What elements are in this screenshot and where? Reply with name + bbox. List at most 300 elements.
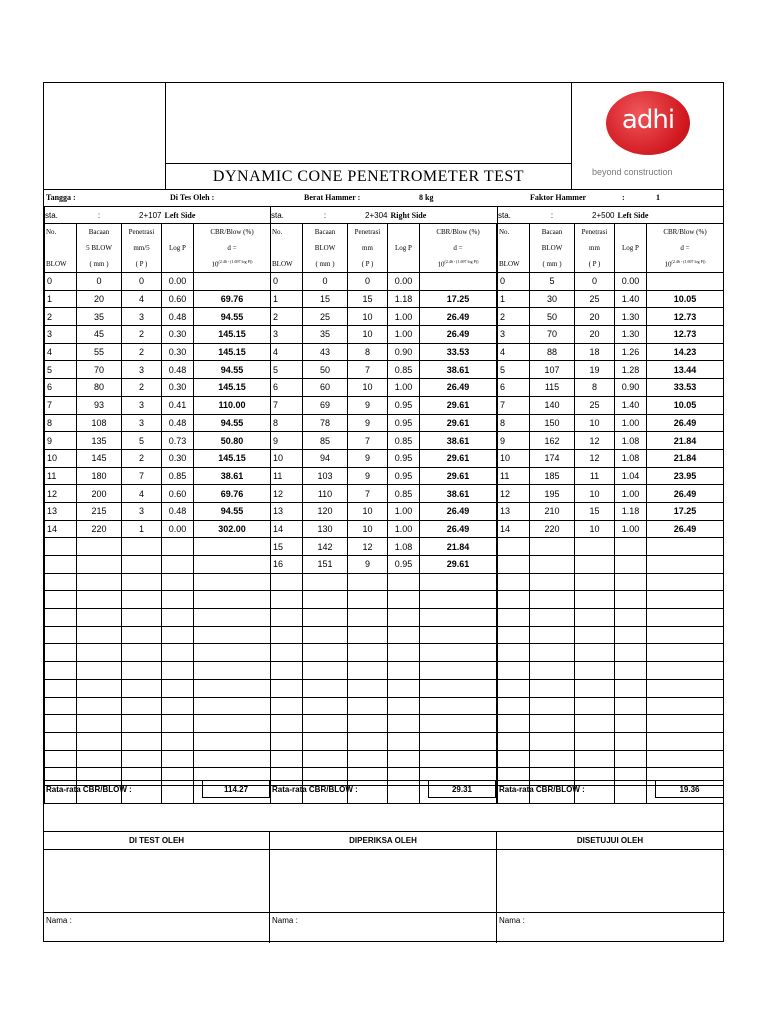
table-row xyxy=(498,343,724,361)
table-row xyxy=(498,715,724,733)
cbr-value: 94.55 xyxy=(194,502,271,520)
penetration: 8 xyxy=(575,379,615,397)
penetration xyxy=(348,573,388,591)
table-row xyxy=(271,432,497,450)
reading: 0 xyxy=(303,273,348,291)
blow-no: 7 xyxy=(45,396,77,414)
cbr-value: 26.49 xyxy=(420,326,497,344)
header-penetrasi: Penetrasi xyxy=(575,224,615,241)
station-label xyxy=(271,207,303,224)
log-p: 0.95 xyxy=(388,414,420,432)
cbr-value: 29.61 xyxy=(420,396,497,414)
penetration: 3 xyxy=(122,361,162,379)
blow-no xyxy=(45,715,77,733)
reading xyxy=(303,662,348,680)
cbr-value xyxy=(194,609,271,627)
log-p: 1.08 xyxy=(615,449,647,467)
cbr-value: 38.61 xyxy=(420,361,497,379)
cbr-value xyxy=(194,750,271,768)
table-row xyxy=(271,361,497,379)
cbr-value xyxy=(420,644,497,662)
reading xyxy=(530,573,575,591)
table-row xyxy=(498,697,724,715)
reading xyxy=(530,750,575,768)
penetration: 0 xyxy=(575,273,615,291)
table-row xyxy=(498,432,724,450)
blow-no: 12 xyxy=(45,485,77,503)
table-row xyxy=(498,379,724,397)
reading xyxy=(77,644,122,662)
reading: 135 xyxy=(77,432,122,450)
cbr-value: 26.49 xyxy=(420,308,497,326)
header-mm: mm xyxy=(575,240,615,256)
penetration: 2 xyxy=(122,379,162,397)
signature-approved-name: Nama : xyxy=(497,912,725,925)
penetration xyxy=(348,679,388,697)
log-p xyxy=(615,697,647,715)
blow-no xyxy=(45,591,77,609)
blow-no xyxy=(271,662,303,680)
table-row xyxy=(271,396,497,414)
header-logp: Log P xyxy=(388,224,420,273)
blow-no xyxy=(45,662,77,680)
penetration xyxy=(122,538,162,556)
header-block xyxy=(44,83,723,189)
blow-no: 0 xyxy=(271,273,303,291)
dcp-table-2 xyxy=(270,206,497,804)
blow-no xyxy=(45,538,77,556)
header-p: ( P ) xyxy=(575,256,615,273)
signature-block xyxy=(44,831,723,943)
table-row xyxy=(498,290,724,308)
log-p: 0.48 xyxy=(162,502,194,520)
cbr-value: 29.61 xyxy=(420,467,497,485)
cbr-value: 69.76 xyxy=(194,485,271,503)
penetration xyxy=(122,679,162,697)
table-row xyxy=(45,485,271,503)
cbr-value xyxy=(647,626,724,644)
blow-no: 9 xyxy=(498,432,530,450)
penetration xyxy=(575,679,615,697)
table-row xyxy=(45,679,271,697)
table-row xyxy=(271,538,497,556)
table-row xyxy=(498,679,724,697)
penetration: 7 xyxy=(348,361,388,379)
penetration xyxy=(122,715,162,733)
reading xyxy=(77,538,122,556)
cbr-value: 26.49 xyxy=(647,520,724,538)
table-row xyxy=(271,591,497,609)
reading xyxy=(77,609,122,627)
table-row xyxy=(45,662,271,680)
blow-no: 12 xyxy=(498,485,530,503)
logo-text: adhi xyxy=(621,105,675,135)
formula-exponent: (2.46 - (1.697 log P)) xyxy=(218,259,253,265)
blow-no xyxy=(498,609,530,627)
reading: 120 xyxy=(303,502,348,520)
blow-no: 9 xyxy=(271,432,303,450)
penetration: 20 xyxy=(575,326,615,344)
station-value: 2+107 xyxy=(122,207,162,224)
table-row xyxy=(271,449,497,467)
header-no: No. xyxy=(271,224,303,241)
blow-no xyxy=(498,626,530,644)
reading: 215 xyxy=(77,502,122,520)
signature-checked xyxy=(270,832,497,943)
cbr-value xyxy=(194,273,271,291)
blow-no: 8 xyxy=(271,414,303,432)
table-row xyxy=(271,343,497,361)
cbr-value xyxy=(420,573,497,591)
penetration: 10 xyxy=(348,308,388,326)
formula-exponent: (2.46 - (1.697 log P)) xyxy=(671,259,706,265)
blow-no: 1 xyxy=(45,290,77,308)
log-p xyxy=(388,626,420,644)
log-p: 0.85 xyxy=(388,432,420,450)
cbr-value: 21.84 xyxy=(647,432,724,450)
log-p: 1.00 xyxy=(388,308,420,326)
log-p: 0.73 xyxy=(162,432,194,450)
station-label-text: sta. xyxy=(271,210,284,220)
blow-no xyxy=(271,609,303,627)
header-no: No. xyxy=(45,224,77,241)
cbr-value xyxy=(647,273,724,291)
cbr-value: 10.05 xyxy=(647,290,724,308)
penetration: 10 xyxy=(575,485,615,503)
penetration: 9 xyxy=(348,467,388,485)
table-row xyxy=(271,273,497,291)
table-row xyxy=(498,520,724,538)
blow-no: 15 xyxy=(271,538,303,556)
blow-no xyxy=(498,662,530,680)
header-d: d = xyxy=(194,240,271,256)
log-p: 1.30 xyxy=(615,326,647,344)
reading xyxy=(77,662,122,680)
log-p xyxy=(388,591,420,609)
blow-no: 5 xyxy=(271,361,303,379)
reading: 88 xyxy=(530,343,575,361)
reading: 85 xyxy=(303,432,348,450)
penetration: 12 xyxy=(575,432,615,450)
penetration xyxy=(122,644,162,662)
log-p xyxy=(388,715,420,733)
table-row xyxy=(45,573,271,591)
log-p xyxy=(162,591,194,609)
reading: 15 xyxy=(303,290,348,308)
table-row xyxy=(271,502,497,520)
signature-tested-title: DI TEST OLEH xyxy=(44,832,269,850)
cbr-value xyxy=(194,644,271,662)
header-blank xyxy=(498,240,530,256)
penetration: 2 xyxy=(122,326,162,344)
table-row xyxy=(498,750,724,768)
blow-no: 14 xyxy=(45,520,77,538)
log-p xyxy=(162,662,194,680)
log-p: 0.30 xyxy=(162,343,194,361)
blow-no: 7 xyxy=(498,396,530,414)
station-colon: : xyxy=(77,207,122,224)
log-p: 1.26 xyxy=(615,343,647,361)
blow-no xyxy=(271,679,303,697)
penetration: 3 xyxy=(122,396,162,414)
log-p: 0.48 xyxy=(162,308,194,326)
reading xyxy=(77,750,122,768)
blow-no xyxy=(45,644,77,662)
blow-no: 6 xyxy=(271,379,303,397)
blow-no xyxy=(498,732,530,750)
table-row xyxy=(45,644,271,662)
header-blow: 5 BLOW xyxy=(77,240,122,256)
penetration: 3 xyxy=(122,308,162,326)
table-row xyxy=(45,379,271,397)
log-p: 1.08 xyxy=(388,538,420,556)
formula-base: 10 xyxy=(664,260,672,269)
table-row xyxy=(271,308,497,326)
table-row xyxy=(271,414,497,432)
average-value-2: 29.31 xyxy=(428,781,496,798)
table-row xyxy=(498,556,724,574)
station-value: 2+500 xyxy=(575,207,615,224)
blow-no: 3 xyxy=(271,326,303,344)
cbr-value xyxy=(647,679,724,697)
dcp-table-3 xyxy=(497,206,724,804)
penetration: 10 xyxy=(348,520,388,538)
reading: 70 xyxy=(530,326,575,344)
log-p xyxy=(615,679,647,697)
blow-no: 10 xyxy=(271,449,303,467)
table-row xyxy=(271,485,497,503)
blow-no: 6 xyxy=(498,379,530,397)
penetration: 0 xyxy=(348,273,388,291)
blow-no xyxy=(45,732,77,750)
blow-no xyxy=(271,732,303,750)
blow-no xyxy=(498,715,530,733)
penetration xyxy=(348,644,388,662)
log-p: 0.41 xyxy=(162,396,194,414)
table-row xyxy=(498,591,724,609)
header-formula xyxy=(420,256,497,273)
log-p xyxy=(162,556,194,574)
table-row xyxy=(271,609,497,627)
blow-no: 8 xyxy=(45,414,77,432)
log-p xyxy=(162,573,194,591)
reading: 130 xyxy=(303,520,348,538)
reading: 80 xyxy=(77,379,122,397)
blow-no: 3 xyxy=(45,326,77,344)
penetration: 15 xyxy=(348,290,388,308)
reading: 70 xyxy=(77,361,122,379)
header-cbr: CBR/Blow (%) xyxy=(420,224,497,241)
header-d: d = xyxy=(420,240,497,256)
cbr-value xyxy=(420,591,497,609)
cbr-value: 145.15 xyxy=(194,379,271,397)
header-blank-left xyxy=(44,83,166,189)
reading xyxy=(77,715,122,733)
cbr-value xyxy=(420,273,497,291)
log-p xyxy=(388,573,420,591)
blow-no: 8 xyxy=(498,414,530,432)
date-label: Tangga : xyxy=(46,193,76,202)
log-p: 0.85 xyxy=(388,485,420,503)
reading: 142 xyxy=(303,538,348,556)
penetration: 10 xyxy=(348,379,388,397)
table-row xyxy=(498,449,724,467)
cbr-value: 14.23 xyxy=(647,343,724,361)
log-p: 0.00 xyxy=(162,273,194,291)
cbr-value: 94.55 xyxy=(194,414,271,432)
average-value-1: 114.27 xyxy=(202,781,270,798)
table-row xyxy=(498,609,724,627)
log-p: 1.00 xyxy=(388,520,420,538)
blow-no: 2 xyxy=(45,308,77,326)
formula-base: 10 xyxy=(211,260,219,269)
header-penetrasi: Penetrasi xyxy=(348,224,388,241)
table-row xyxy=(45,273,271,291)
cbr-value: 17.25 xyxy=(647,502,724,520)
reading: 55 xyxy=(77,343,122,361)
blow-no: 0 xyxy=(45,273,77,291)
average-label-3: Rata-rata CBR/BLOW : xyxy=(499,785,585,794)
penetration: 5 xyxy=(122,432,162,450)
log-p: 0.95 xyxy=(388,396,420,414)
table-row xyxy=(498,502,724,520)
penetration xyxy=(122,662,162,680)
reading xyxy=(77,679,122,697)
cbr-value: 145.15 xyxy=(194,343,271,361)
log-p: 1.18 xyxy=(615,502,647,520)
reading xyxy=(303,573,348,591)
signature-tested xyxy=(44,832,270,943)
blow-no: 11 xyxy=(45,467,77,485)
penetration xyxy=(575,573,615,591)
penetration xyxy=(575,538,615,556)
cbr-value xyxy=(194,538,271,556)
cbr-value: 29.61 xyxy=(420,556,497,574)
penetration: 11 xyxy=(575,467,615,485)
penetration: 10 xyxy=(348,502,388,520)
log-p xyxy=(162,626,194,644)
logo-tagline: beyond construction xyxy=(592,167,673,177)
reading: 50 xyxy=(303,361,348,379)
header-blow: BLOW xyxy=(498,256,530,273)
reading: 35 xyxy=(77,308,122,326)
log-p xyxy=(615,538,647,556)
blow-no xyxy=(45,609,77,627)
log-p: 0.95 xyxy=(388,556,420,574)
log-p: 1.04 xyxy=(615,467,647,485)
blow-no xyxy=(271,591,303,609)
table-row xyxy=(45,732,271,750)
blow-no: 3 xyxy=(498,326,530,344)
table-row xyxy=(45,556,271,574)
cbr-value xyxy=(194,626,271,644)
penetration: 19 xyxy=(575,361,615,379)
cbr-value: 12.73 xyxy=(647,308,724,326)
reading xyxy=(530,556,575,574)
reading xyxy=(530,697,575,715)
table-row xyxy=(271,290,497,308)
signature-checked-title: DIPERIKSA OLEH xyxy=(270,832,496,850)
blow-no: 1 xyxy=(498,290,530,308)
hammer-factor-colon: : xyxy=(622,193,625,202)
log-p: 0.30 xyxy=(162,326,194,344)
table-row xyxy=(271,697,497,715)
hammer-weight-label: Berat Hammer : xyxy=(304,193,361,202)
log-p xyxy=(615,662,647,680)
cbr-value: 94.55 xyxy=(194,308,271,326)
cbr-value xyxy=(194,697,271,715)
hammer-weight-value: 8 kg xyxy=(419,193,434,202)
reading xyxy=(530,538,575,556)
penetration: 1 xyxy=(122,520,162,538)
header-bacaan: Bacaan xyxy=(77,224,122,241)
cbr-value xyxy=(647,644,724,662)
table-row xyxy=(498,326,724,344)
log-p xyxy=(388,679,420,697)
penetration: 9 xyxy=(348,396,388,414)
reading: 200 xyxy=(77,485,122,503)
cbr-value: 23.95 xyxy=(647,467,724,485)
reading: 220 xyxy=(530,520,575,538)
reading: 35 xyxy=(303,326,348,344)
blow-no xyxy=(45,573,77,591)
penetration: 10 xyxy=(575,520,615,538)
cbr-value: 29.61 xyxy=(420,449,497,467)
penetration xyxy=(575,591,615,609)
table-row xyxy=(498,662,724,680)
reading: 25 xyxy=(303,308,348,326)
average-value-3: 19.36 xyxy=(655,781,723,798)
reading xyxy=(77,732,122,750)
penetration: 7 xyxy=(348,485,388,503)
reading: 162 xyxy=(530,432,575,450)
log-p: 0.00 xyxy=(388,273,420,291)
cbr-value: 38.61 xyxy=(194,467,271,485)
blow-no xyxy=(45,679,77,697)
blow-no xyxy=(271,750,303,768)
reading: 185 xyxy=(530,467,575,485)
cbr-value: 13.44 xyxy=(647,361,724,379)
table-row xyxy=(45,520,271,538)
log-p: 0.30 xyxy=(162,449,194,467)
table-row xyxy=(271,715,497,733)
table-row xyxy=(45,609,271,627)
penetration: 25 xyxy=(575,396,615,414)
log-p xyxy=(615,750,647,768)
penetration xyxy=(348,626,388,644)
penetration: 10 xyxy=(575,414,615,432)
header-bacaan: Bacaan xyxy=(530,224,575,241)
log-p: 0.30 xyxy=(162,379,194,397)
table-row xyxy=(498,361,724,379)
table-row xyxy=(45,591,271,609)
log-p: 0.60 xyxy=(162,485,194,503)
table-row xyxy=(45,626,271,644)
reading: 140 xyxy=(530,396,575,414)
blow-no xyxy=(45,556,77,574)
penetration xyxy=(122,697,162,715)
blow-no: 14 xyxy=(498,520,530,538)
log-p xyxy=(615,626,647,644)
blow-no xyxy=(498,697,530,715)
table-row xyxy=(498,626,724,644)
reading xyxy=(530,732,575,750)
cbr-value: 21.84 xyxy=(420,538,497,556)
cbr-value xyxy=(194,732,271,750)
cbr-value xyxy=(647,662,724,680)
table-row xyxy=(45,467,271,485)
log-p xyxy=(388,732,420,750)
